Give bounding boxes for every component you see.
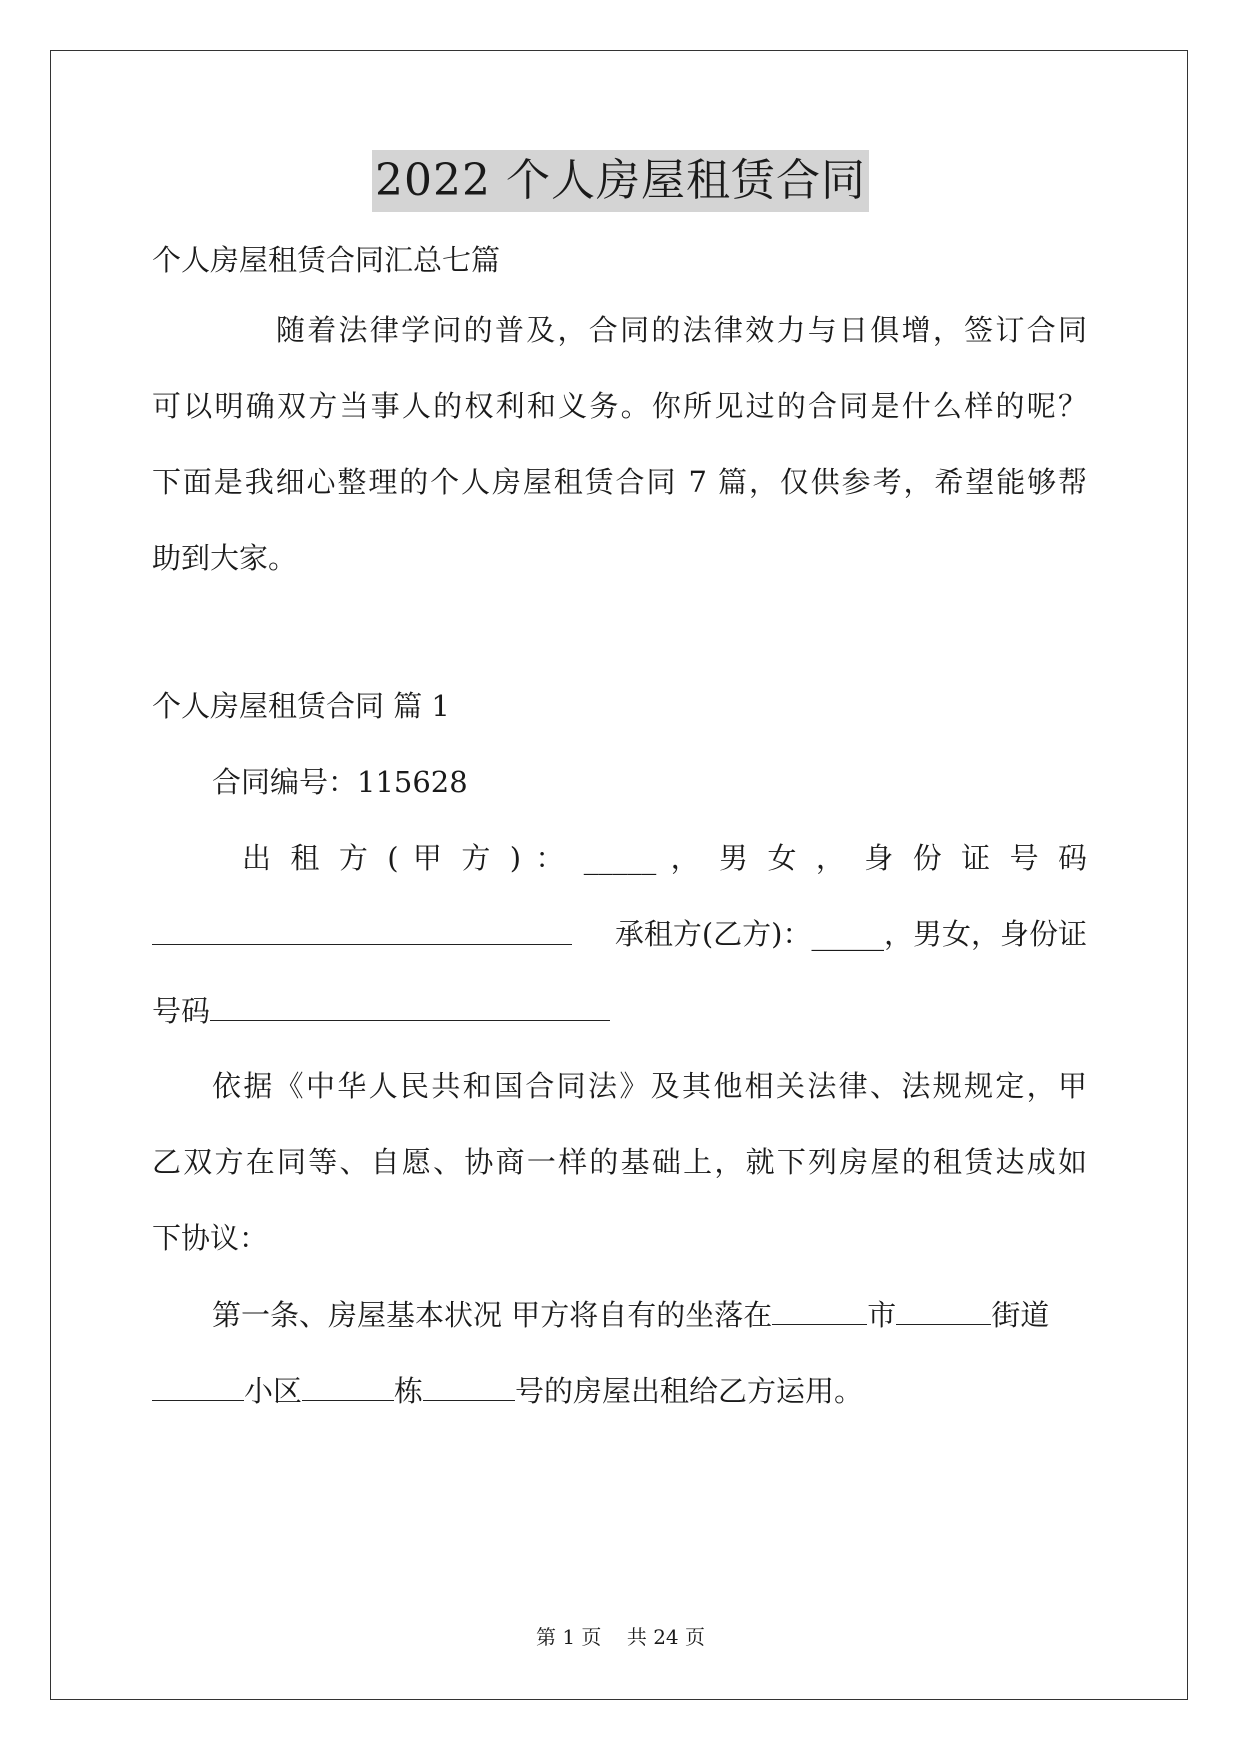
intro-line-1: 随着法律学问的普及，合同的法律效力与日俱增，签订合同	[276, 313, 1087, 347]
document-title: 2022 个人房屋租赁合同	[372, 150, 869, 212]
number-blank	[423, 1370, 515, 1401]
lessor-id-blank	[152, 914, 572, 945]
basis-line-3: 下协议：	[152, 1221, 269, 1255]
city-blank	[772, 1294, 867, 1325]
community-label: 小区	[244, 1374, 303, 1408]
contract-number: 合同编号：115628	[212, 765, 468, 799]
city-label: 市	[867, 1298, 897, 1332]
article1-row-1	[212, 1294, 1087, 1335]
id-prefix: 号码	[152, 994, 211, 1028]
basis-line-2: 乙双方在同等、自愿、协商一样的基础上，就下列房屋的租赁达成如	[152, 1145, 1087, 1179]
article1-text: 第一条、房屋基本状况 甲方将自有的坐落在	[212, 1298, 773, 1332]
street-label: 街道	[991, 1298, 1050, 1332]
page-footer: 第 1 页 共 24 页	[535, 1625, 706, 1649]
intro-line-2: 可以明确双方当事人的权利和义务。你所见过的合同是什么样的呢？	[152, 389, 1087, 423]
community-blank	[152, 1370, 244, 1401]
subtitle: 个人房屋租赁合同汇总七篇	[152, 243, 501, 277]
street-blank	[896, 1294, 991, 1325]
lessee-id-blank	[210, 990, 610, 1021]
basis-line-1: 依据《中华人民共和国合同法》及其他相关法律、法规规定，甲	[212, 1069, 1087, 1103]
lessee-id-row	[152, 990, 610, 1031]
building-blank	[302, 1370, 394, 1401]
intro-line-3: 下面是我细心整理的个人房屋租赁合同 7 篇，仅供参考，希望能够帮	[152, 465, 1087, 499]
lessee-line: 承租方(乙方)：_____，男女，身份证	[614, 917, 1087, 951]
building-label: 栋	[394, 1374, 424, 1408]
article1-row-2	[152, 1370, 863, 1411]
lessee-row	[152, 914, 1087, 955]
article1-tail: 号的房屋出租给乙方运用。	[515, 1374, 864, 1408]
lessor-line: 出 租 方 ( 甲 方 ) ： _____ ， 男 女 ， 身 份 证 号 码	[242, 841, 1087, 875]
intro-line-4: 助到大家。	[152, 541, 298, 575]
title-container	[0, 150, 1241, 212]
section-heading: 个人房屋租赁合同 篇 1	[152, 689, 450, 723]
